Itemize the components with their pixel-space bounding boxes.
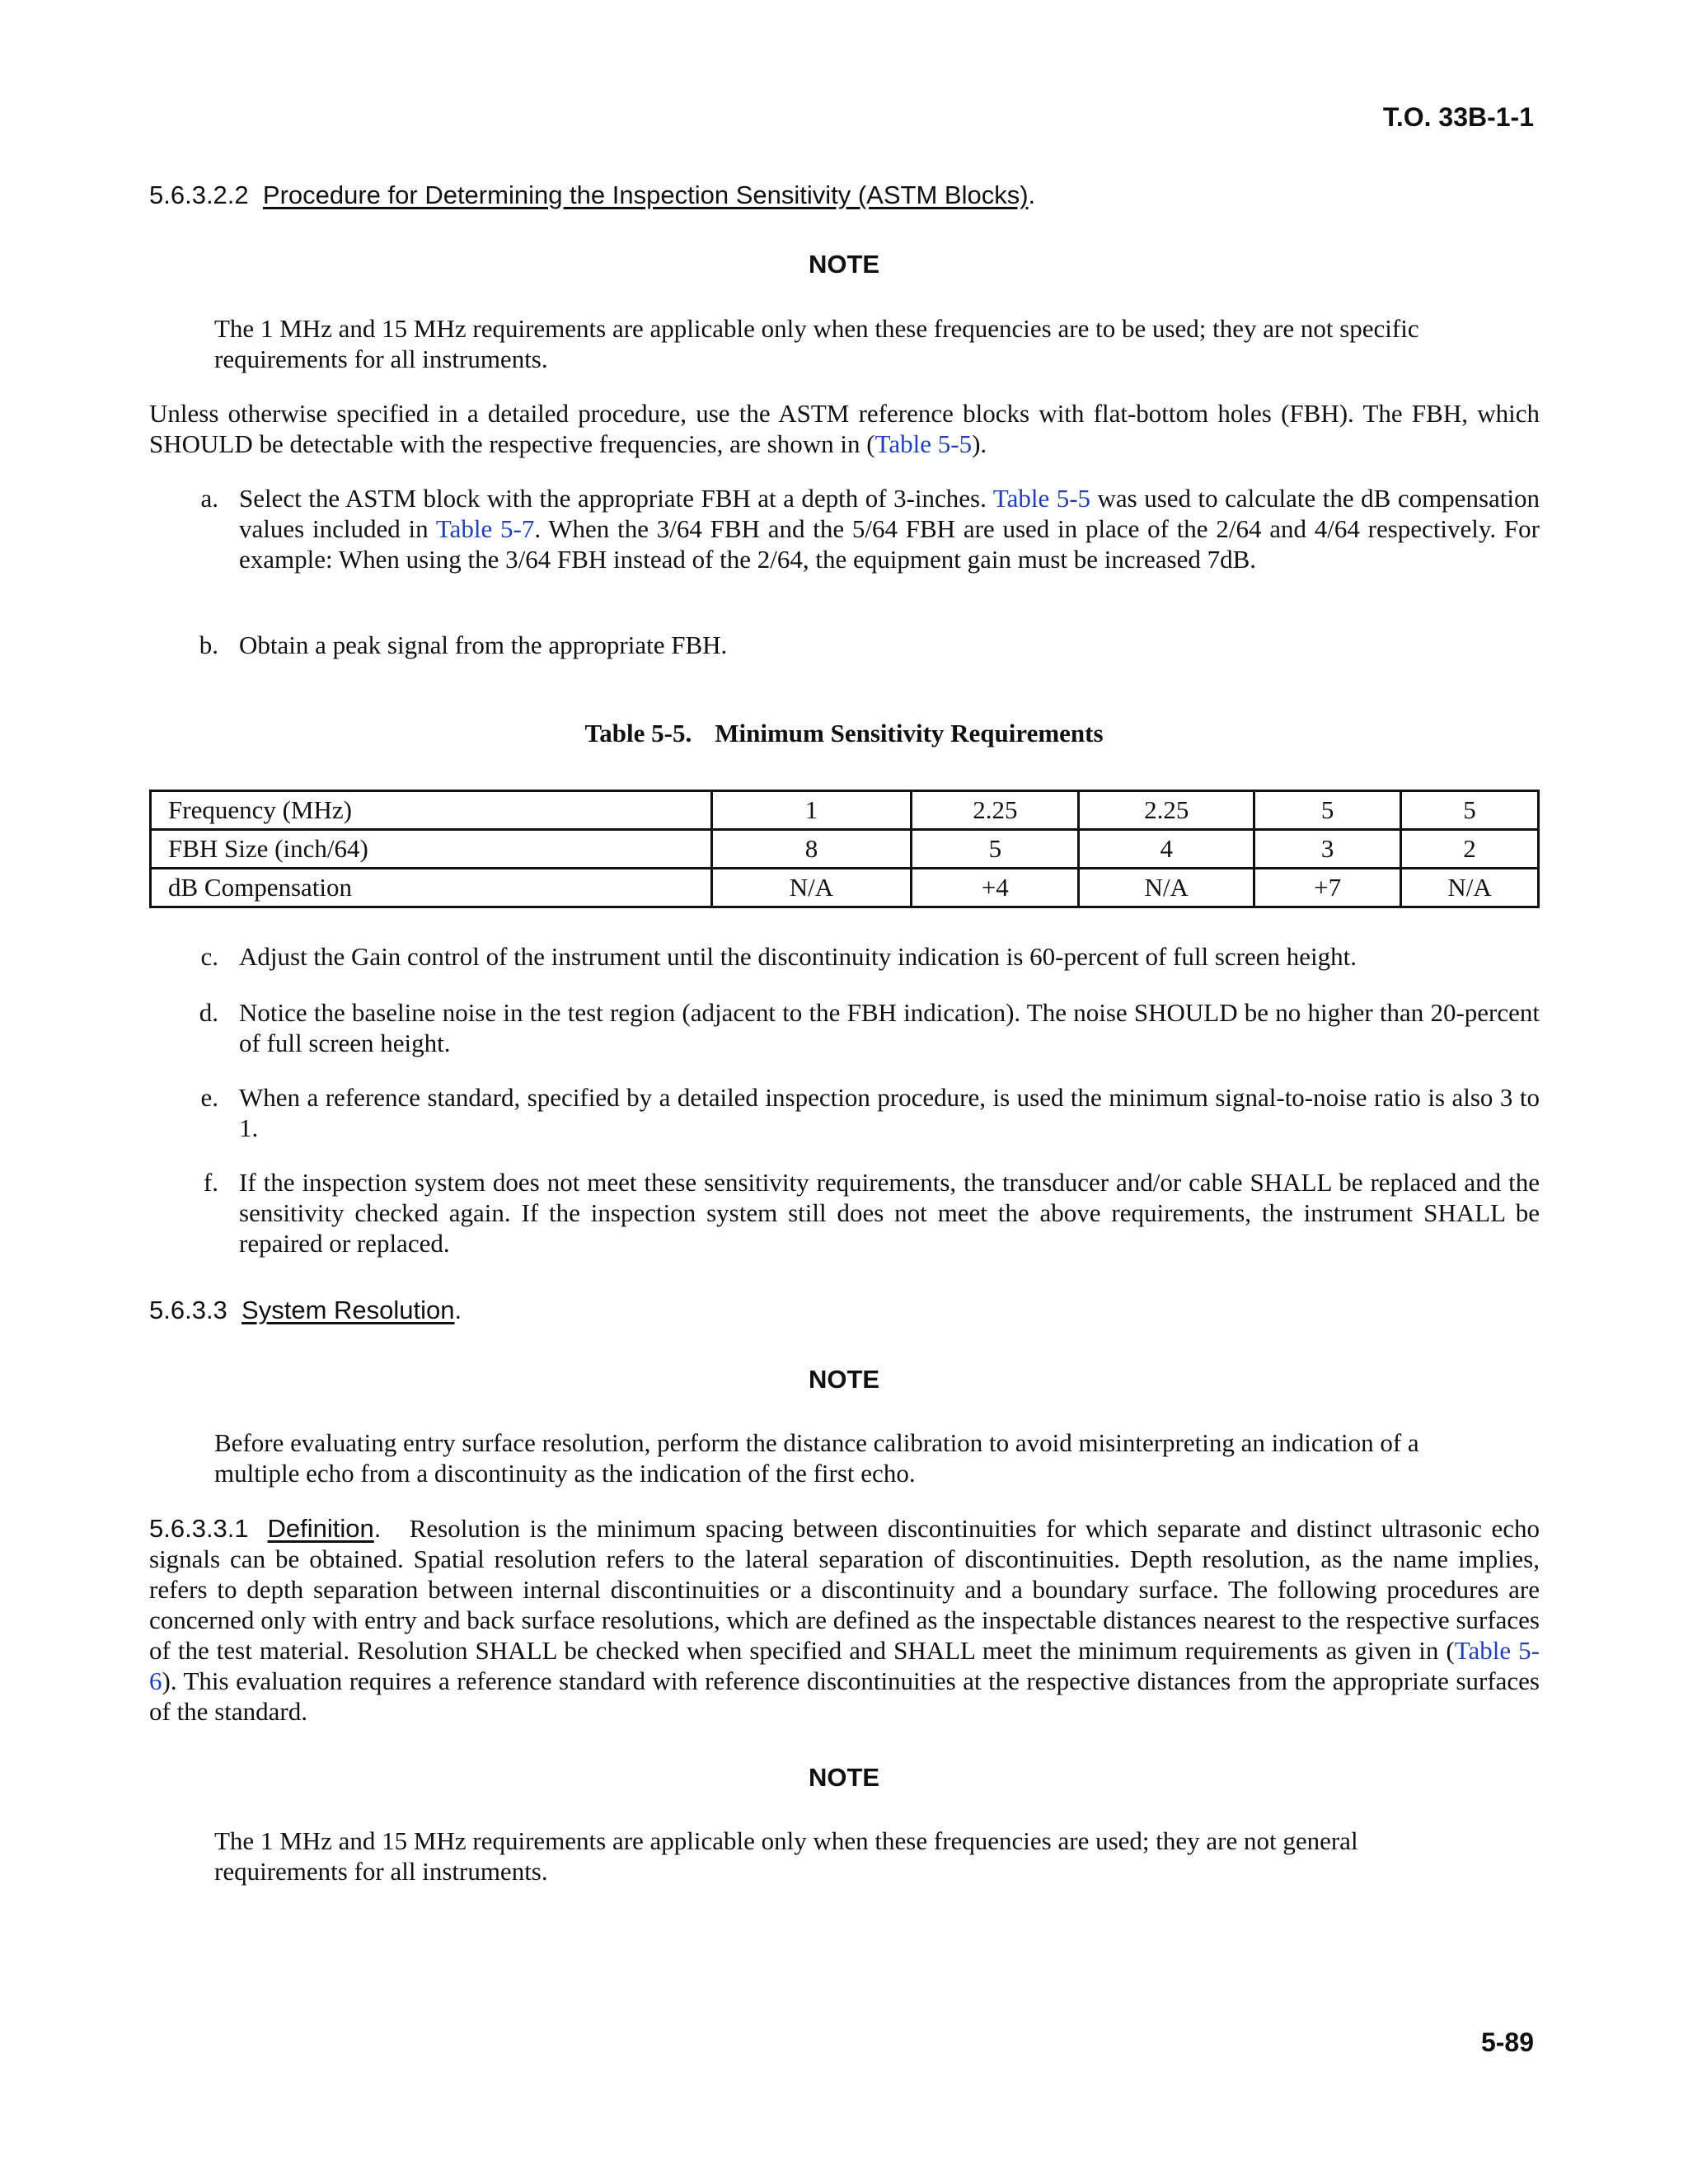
definition-paragraph: 5.6.3.3.1 Definition. Resolution is the minimum spacing between discontinuities for which separate and distinct ultrasonic echo signals can be obtained. Spatial resolution refers to the lateral separation of discontinuities. Depth resolution, as the name implies, refers to depth separation between internal discontinuities or a discontinuity and a boundary surface. The following procedures are concerned only with entry and back surface resolutions, which are defined as the inspectable distances nearest to the respective surfaces of the test material. Resolution SHALL be checked when specified and SHALL meet the minimum requirements as given in (Table 5-6). This evaluation requires a reference standard with reference discontinuities at the respective distances from the appropriate surfaces of the standard.	[149, 1514, 1540, 1726]
list-text	[239, 483, 1540, 574]
section-number: 5.6.3.3.1	[149, 1514, 249, 1543]
list-marker: b.	[199, 630, 218, 659]
section-title: Definition	[267, 1514, 374, 1543]
intro-paragraph	[149, 398, 1540, 459]
row-label: Frequency (MHz)	[151, 791, 712, 830]
note-body: The 1 MHz and 15 MHz requirements are applicable only when these frequencies are to be used; they are not specific requirements for all instruments.	[214, 314, 1419, 373]
list-text: Obtain a peak signal from the appropriate FBH.	[239, 630, 728, 659]
table-cell: 5	[912, 830, 1079, 869]
list-text: If the inspection system does not meet these sensitivity requirements, the transducer and/or cable SHALL be replaced and the sensitivity checked again. If the inspection system still does not meet the above requirements, the instrument SHALL be repaired or replaced.	[239, 1168, 1540, 1258]
list-marker: f.	[203, 1168, 218, 1197]
list-item-a	[149, 483, 1540, 574]
table-cell: N/A	[711, 869, 912, 907]
table-cell: 4	[1079, 830, 1254, 869]
definition-text: Resolution is the minimum spacing between discontinuities for which separate and distinct ultrasonic echo signals can be obtained. Spatial resolution refers to the lateral separation of discontinuities. Depth resolution, as the name implies, refers to depth separation between internal discontinuities or a discontinuity and a boundary surface. The following procedures are concerned only with entry and back surface resolutions, which are defined as the inspectable distances nearest to the respective surfaces of the test material. Resolution SHALL be checked when specified and SHALL meet the minimum requirements as given in (	[149, 1514, 1540, 1665]
definition-text: ). This evaluation requires a reference standard with reference discontinuities at the respective distances from the appropriate surfaces of the standard.	[149, 1666, 1540, 1726]
intro-text: Unless otherwise specified in a detailed procedure, use the ASTM reference blocks with flat-bottom holes (FBH). The FBH, which SHOULD be detectable with the respective frequencies, are shown in (	[149, 399, 1540, 458]
intro-end: ).	[972, 429, 987, 458]
note-body: The 1 MHz and 15 MHz requirements are applicable only when these frequencies are used; they are not general requirements for all instruments.	[214, 1826, 1358, 1886]
list-marker: c.	[200, 942, 218, 971]
section-title: Procedure for Determining the Inspection Sensitivity (ASTM Blocks)	[262, 180, 1029, 209]
list-marker: a.	[200, 484, 218, 513]
table-cell: 2.25	[912, 791, 1079, 830]
table-5-7-link[interactable]: Table 5-7	[435, 514, 535, 543]
table-5-5-link[interactable]: Table 5-5	[874, 429, 973, 458]
step-text: . When the 3/64 FBH and the 5/64 FBH are used in place of the 2/64 and 4/64 respectively. For example: When using the 3/64 FBH instead of the 2/64, the equipment gain must be increased 7dB.	[239, 514, 1540, 574]
note-title: NOTE	[808, 250, 880, 279]
table-cell: N/A	[1401, 869, 1539, 907]
step-text: was used to calculate the dB compensation values included in	[239, 484, 1540, 543]
table-cell: 1	[711, 791, 912, 830]
list-marker: e.	[200, 1083, 218, 1112]
list-item-f	[149, 1167, 1540, 1258]
table-label: Table 5-5.	[584, 719, 692, 748]
table-row	[151, 791, 1539, 830]
document-id: T.O. 33B-1-1	[1382, 102, 1534, 132]
list-marker: d.	[199, 998, 218, 1027]
section-number: 5.6.3.2.2	[149, 180, 249, 209]
table-cell: N/A	[1079, 869, 1254, 907]
page-number: 5-89	[1480, 2027, 1534, 2057]
section-number: 5.6.3.3	[149, 1296, 227, 1324]
table-caption	[0, 718, 1688, 748]
list-item-e	[149, 1082, 1540, 1143]
row-label: FBH Size (inch/64)	[151, 830, 712, 869]
table-cell: +7	[1254, 869, 1401, 907]
list-text: When a reference standard, specified by a detailed inspection procedure, is used the minimum signal-to-noise ratio is also 3 to 1.	[239, 1083, 1540, 1142]
section-heading-5-6-3-3: 5.6.3.3 System Resolution.	[149, 1296, 462, 1324]
section-title: System Resolution	[241, 1296, 455, 1324]
step-text: Select the ASTM block with the appropriate FBH at a depth of 3-inches.	[239, 484, 993, 513]
section-heading-5-6-3-2-2: 5.6.3.2.2 Procedure for Determining the Inspection Sensitivity (ASTM Blocks).	[149, 180, 1036, 209]
list-item-c	[149, 941, 1540, 972]
table-row	[151, 869, 1539, 907]
note-body: Before evaluating entry surface resolution, perform the distance calibration to avoid misinterpreting an indication of a multiple echo from a discontinuity as the indication of the first echo.	[214, 1428, 1419, 1488]
sensitivity-table	[149, 790, 1540, 908]
note-title: NOTE	[808, 1365, 880, 1394]
table-title: Minimum Sensitivity Requirements	[715, 719, 1104, 748]
table-cell: 5	[1254, 791, 1401, 830]
note-title: NOTE	[808, 1763, 880, 1792]
table-row	[151, 830, 1539, 869]
table-cell: 3	[1254, 830, 1401, 869]
table-cell: 2.25	[1079, 791, 1254, 830]
table-cell: 8	[711, 830, 912, 869]
row-label: dB Compensation	[151, 869, 712, 907]
table-5-6-link[interactable]: Table 5-6	[149, 1636, 1540, 1695]
list-text: Notice the baseline noise in the test region (adjacent to the FBH indication). The noise SHOULD be no higher than 20-percent of full screen height.	[239, 998, 1540, 1057]
table-cell: 5	[1401, 791, 1539, 830]
table-cell: 2	[1401, 830, 1539, 869]
list-text: Adjust the Gain control of the instrument until the discontinuity indication is 60-percent of full screen height.	[239, 942, 1357, 971]
list-item-b	[149, 630, 1540, 660]
list-item-d	[149, 997, 1540, 1058]
table-5-5-link[interactable]: Table 5-5	[992, 484, 1091, 513]
table-cell: +4	[912, 869, 1079, 907]
